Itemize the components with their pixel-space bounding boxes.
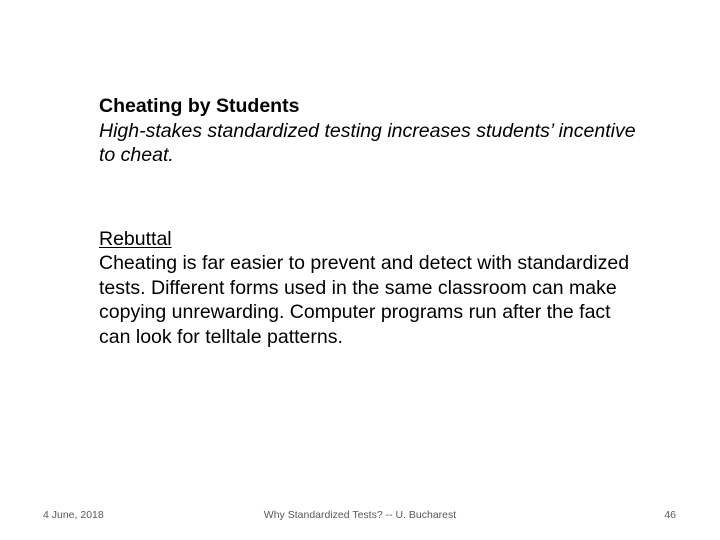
footer-date: 4 June, 2018	[43, 509, 104, 521]
footer-title: Why Standardized Tests? -- U. Bucharest	[263, 509, 457, 521]
rebuttal-title: Rebuttal	[99, 227, 172, 250]
rebuttal-block	[99, 227, 639, 350]
slide-content	[99, 94, 639, 349]
slide-heading: Cheating by Students	[99, 95, 300, 117]
claim-text: High-stakes standardized testing increases students’ incentive to cheat.	[99, 119, 636, 166]
page-number: 46	[664, 509, 676, 521]
claim-block	[99, 94, 639, 168]
rebuttal-body: Cheating is far easier to prevent and detect with standardized tests. Different forms used in the same classroom can make copying unrewarding. Computer programs run after the fact can look for telltale patterns.	[99, 252, 630, 348]
